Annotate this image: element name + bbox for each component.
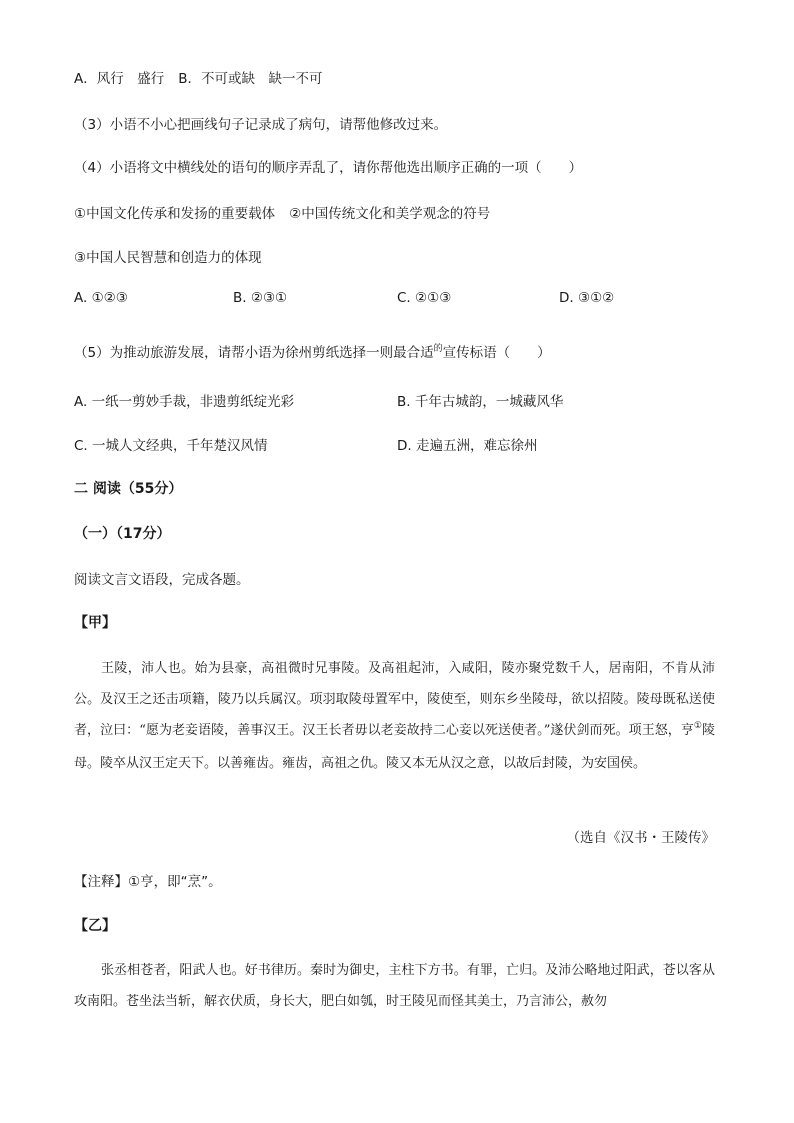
reading-instruction: 阅读文言文语段，完成各题。 <box>74 572 250 588</box>
q4-item-2: ②中国传统文化和美学观念的符号 <box>289 206 491 222</box>
q4-option-b: B. ②③① <box>233 290 288 306</box>
q4-items-row <box>74 202 490 222</box>
passage-jia-source: （选自《汉书・王陵传》 <box>566 830 715 846</box>
q5-options-row-1 <box>74 390 714 410</box>
annotation-note: 【注释】①亨，即“烹”。 <box>74 874 222 890</box>
question-5-stem <box>74 341 551 361</box>
note-marker: ① <box>693 721 702 731</box>
passage-yi-heading: 【乙】 <box>74 918 116 934</box>
q2-options-row <box>74 67 323 87</box>
question-3: （3）小语不小心把画线句子记录成了病句，请帮他修改过来。 <box>74 117 448 133</box>
q5-options-row-2 <box>74 434 714 454</box>
q4-item-1: ①中国文化传承和发扬的重要载体 <box>74 206 276 222</box>
passage-jia-body-end: 陵母。陵卒从汉王定天下。以善雍齿。雍齿，高祖之仇。陵又本无从汉之意，以故后封陵，为安国侯。 <box>74 723 715 771</box>
q2-option-a: A．风行 盛行 <box>74 71 165 87</box>
q5-option-c: C. 一城人文经典，千年楚汉风情 <box>74 438 268 454</box>
q4-option-a: A. ①②③ <box>74 290 128 306</box>
passage-yi-text: 张丞相苍者，阳武人也。好书律历。秦时为御史，主柱下方书。有罪，亡归。及沛公略地过阳武，苍以客从攻南阳。苍坐法当斩，解衣伏质，身长大，肥白如瓠，时王陵见而怪其美士，乃言沛公，赦勿 <box>74 963 715 1009</box>
q5-stem-tail: 宣传标语（ ） <box>442 345 551 361</box>
part-title: （一）（17分） <box>74 526 171 542</box>
section-title: 二 阅读（55分） <box>74 481 183 497</box>
passage-jia-body: 王陵，沛人也。始为县豪，高祖微时兄事陵。及高祖起沛，入咸阳，陵亦聚党数千人，居南阳，不肯从沛公。及汉王之还击项籍，陵乃以兵属汉。项羽取陵母置军中，陵使至，则东乡坐陵母，欲以招陵。陵母既私送使者，泣曰：“愿为老妾语陵，善事汉王。汉王长者毋以老妾故持二心妾以死送使者。”遂伏剑而死。项王怒，亨 <box>74 661 715 738</box>
passage-jia-heading: 【甲】 <box>74 615 116 631</box>
question-4-stem: （4）小语将文中横线处的语句的顺序弄乱了，请你帮他选出顺序正确的一项（ ） <box>74 160 583 176</box>
q5-stem-text: （5）为推动旅游发展，请帮小语为徐州剪纸选择一则最合适 <box>74 345 434 361</box>
q5-stem-superscript: 的 <box>433 344 443 354</box>
q4-option-d: D. ③①② <box>559 290 615 306</box>
q5-option-d: D. 走遍五洲，难忘徐州 <box>397 438 538 454</box>
q5-option-b: B. 千年古城韵，一城藏风华 <box>397 394 564 410</box>
q4-item-3: ③中国人民智慧和创造力的体现 <box>74 250 262 266</box>
q4-options <box>74 290 714 310</box>
q5-option-a: A. 一纸一剪妙手裁，非遗剪纸绽光彩 <box>74 394 295 410</box>
passage-jia-text <box>74 653 715 779</box>
q2-option-b: B．不可或缺 缺一不可 <box>178 71 323 87</box>
q4-option-c: C. ②①③ <box>397 290 452 306</box>
